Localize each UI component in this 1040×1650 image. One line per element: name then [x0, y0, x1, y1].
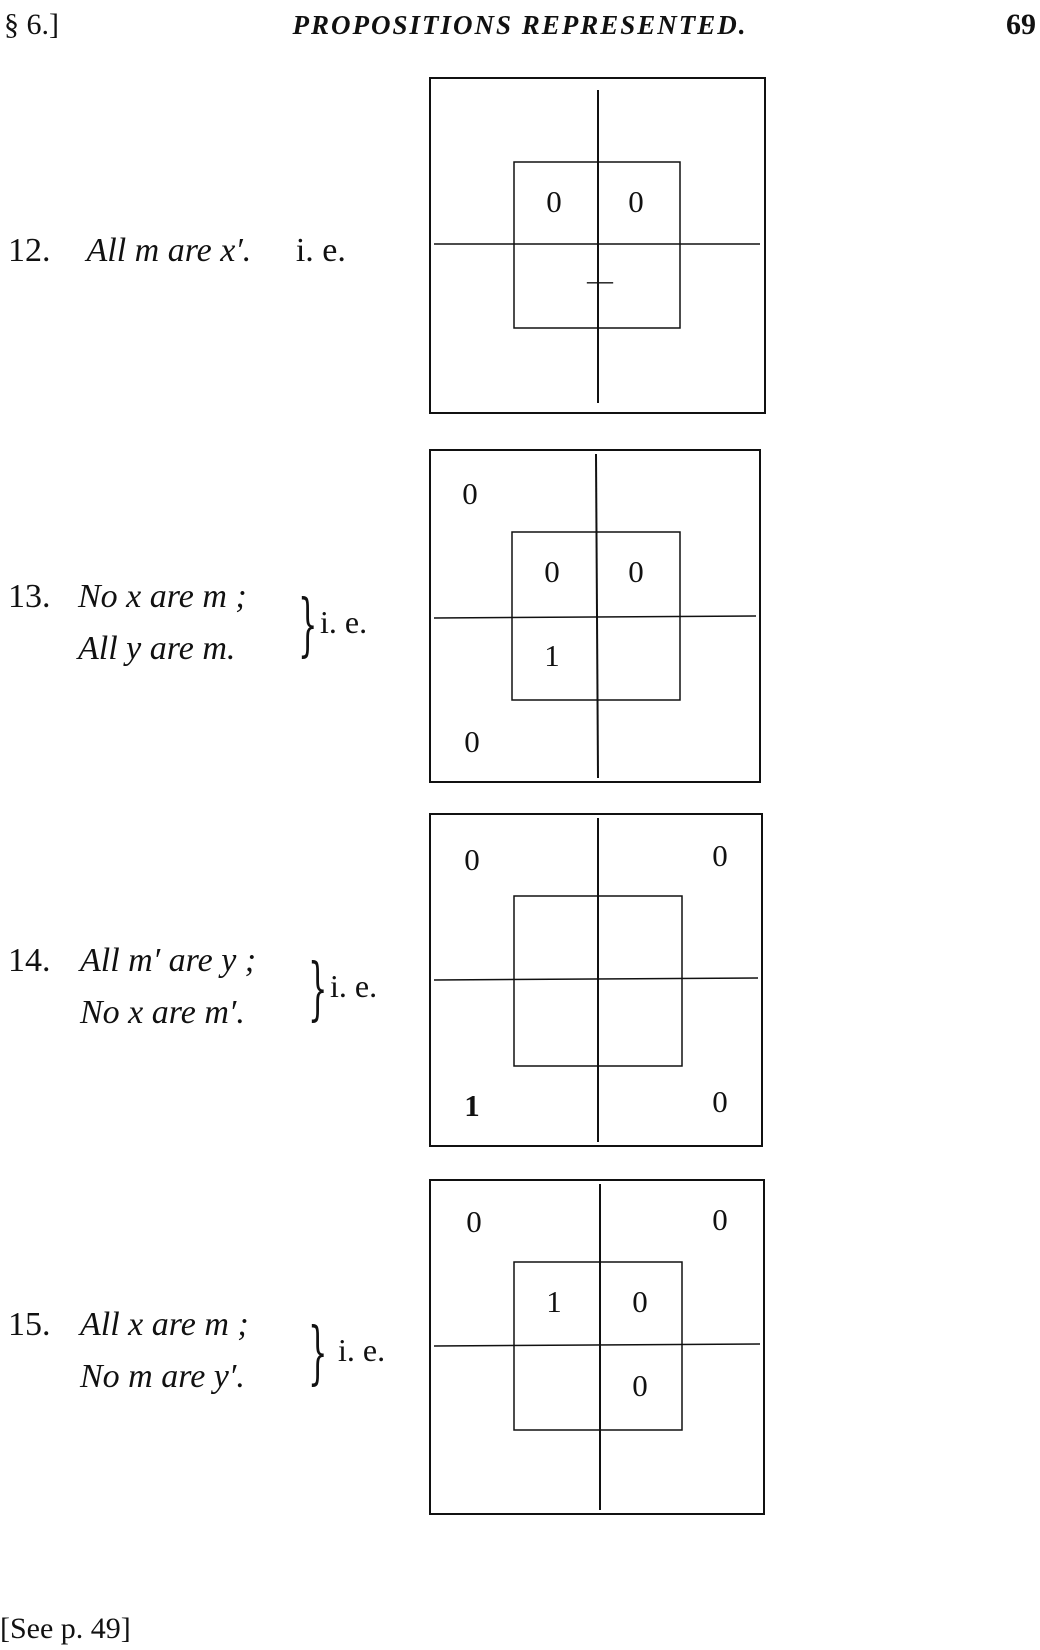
cell-outer-top-left: 0	[464, 842, 480, 877]
page-number: 69	[1006, 8, 1036, 41]
proposition-line: No x are m ;	[78, 578, 247, 615]
proposition-line: All y are m.	[78, 630, 236, 667]
proposition-number: 13.	[8, 578, 51, 615]
ie-label: i. e.	[320, 604, 368, 640]
proposition-number: 12.	[8, 232, 51, 269]
proposition-13	[8, 578, 408, 688]
proposition-number: 14.	[8, 942, 51, 979]
cell-outer-top-left: 0	[466, 1204, 482, 1239]
proposition-line: No m are y′.	[80, 1358, 245, 1395]
section-reference: § 6.]	[4, 8, 59, 41]
proposition-line: All m′ are y ;	[80, 942, 257, 979]
cell-inner-bottom-right: 0	[632, 1368, 648, 1403]
ie-label: i. e.	[295, 232, 346, 269]
cell-inner-bottom-left: 1	[544, 638, 560, 673]
ie-label: i. e.	[338, 1332, 386, 1368]
proposition-line: No x are m′.	[80, 994, 245, 1031]
biliteral-diagram-14	[430, 814, 770, 1154]
cell-inner-top-left: 0	[546, 184, 562, 219]
brace-glyph: }	[308, 1314, 328, 1393]
biliteral-diagram-13	[430, 450, 770, 790]
cell-outer-top-right: 0	[712, 1202, 728, 1237]
proposition-number: 15.	[8, 1306, 51, 1343]
proposition-line: All m are x′.	[86, 232, 252, 269]
cell-inner-top-right: 0	[628, 554, 644, 589]
ie-label: i. e.	[330, 968, 378, 1004]
proposition-12	[8, 232, 346, 270]
cell-outer-bottom-right: 0	[712, 1084, 728, 1119]
page-title: PROPOSITIONS REPRESENTED.	[292, 10, 748, 40]
cell-inner-top-right: 0	[632, 1284, 648, 1319]
brace-glyph: }	[308, 950, 328, 1029]
diagram-lines	[430, 78, 770, 418]
counter-mark: —	[587, 266, 613, 295]
see-page-reference: [See p. 49]	[0, 1612, 131, 1645]
cell-outer-bottom-left: 0	[464, 724, 480, 759]
cell-inner-top-left: 1	[546, 1284, 562, 1319]
proposition-14	[8, 942, 408, 1052]
proposition-line: All x are m ;	[80, 1306, 249, 1343]
biliteral-diagram-15	[430, 1180, 770, 1520]
cell-inner-top-right: 0	[628, 184, 644, 219]
biliteral-diagram-12	[430, 78, 770, 418]
cell-inner-top-left: 0	[544, 554, 560, 589]
cell-outer-top-left: 0	[462, 476, 478, 511]
cell-outer-bottom-left: 1	[464, 1088, 480, 1123]
cell-outer-top-right: 0	[712, 838, 728, 873]
proposition-15	[8, 1306, 418, 1416]
brace-glyph: }	[298, 586, 318, 665]
